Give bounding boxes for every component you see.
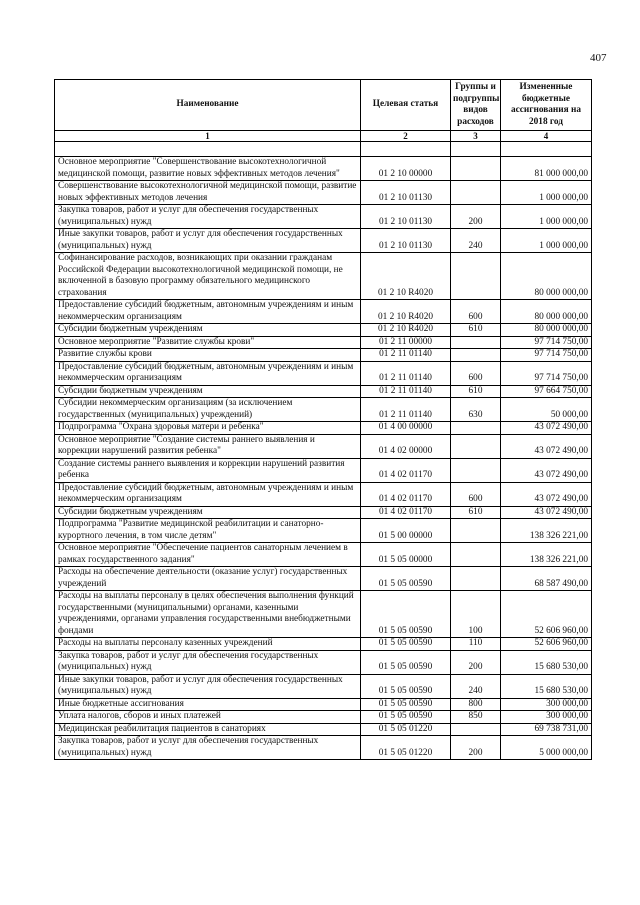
row-group: 240 [451, 229, 501, 253]
table-row [55, 698, 592, 711]
row-amount: 52 606 960,00 [501, 638, 592, 651]
page-number: 407 [590, 52, 607, 64]
table-row [55, 324, 592, 337]
row-amount: 1 000 000,00 [501, 229, 592, 253]
row-code: 01 2 11 01140 [361, 385, 451, 398]
row-name: Закупка товаров, работ и услуг для обеспечения государственных (муниципальных) нужд [55, 650, 361, 674]
row-group: 630 [451, 398, 501, 422]
row-name: Подпрограмма "Развитие медицинской реабилитации и санаторно-курортного лечения, в том числе детям" [55, 519, 361, 543]
header-row [55, 80, 592, 131]
column-number: 2 [361, 131, 451, 142]
table-row [55, 650, 592, 674]
table-row [55, 181, 592, 205]
table-row [55, 674, 592, 698]
row-code: 01 2 10 R4020 [361, 300, 451, 324]
header-name: Наименование [55, 80, 361, 131]
row-amount: 43 072 490,00 [501, 506, 592, 519]
row-name: Расходы на выплаты персоналу казенных учреждений [55, 638, 361, 651]
row-amount: 80 000 000,00 [501, 324, 592, 337]
row-amount: 138 326 221,00 [501, 543, 592, 567]
row-code: 01 2 11 01140 [361, 398, 451, 422]
row-group [451, 422, 501, 435]
row-group: 600 [451, 361, 501, 385]
row-amount: 97 714 750,00 [501, 349, 592, 362]
spacer-row [55, 142, 592, 157]
row-name: Закупка товаров, работ и услуг для обеспечения государственных (муниципальных) нужд [55, 736, 361, 760]
row-amount: 97 714 750,00 [501, 361, 592, 385]
row-group [451, 253, 501, 300]
row-amount: 43 072 490,00 [501, 482, 592, 506]
table-row [55, 543, 592, 567]
row-group: 200 [451, 736, 501, 760]
spacer-cell [361, 142, 451, 157]
row-name: Медицинская реабилитация пациентов в санаториях [55, 723, 361, 736]
row-code: 01 4 02 01170 [361, 482, 451, 506]
table-row [55, 711, 592, 724]
row-amount: 43 072 490,00 [501, 422, 592, 435]
table-row [55, 253, 592, 300]
table-row [55, 422, 592, 435]
header-code: Целевая статья [361, 80, 451, 131]
row-code: 01 5 05 00590 [361, 650, 451, 674]
column-number: 4 [501, 131, 592, 142]
row-group [451, 336, 501, 349]
row-amount: 68 587 490,00 [501, 567, 592, 591]
table-body [55, 157, 592, 760]
row-name: Субсидии бюджетным учреждениям [55, 385, 361, 398]
table-row [55, 506, 592, 519]
row-code: 01 2 11 01140 [361, 361, 451, 385]
row-group: 600 [451, 300, 501, 324]
row-code: 01 2 11 00000 [361, 336, 451, 349]
table-row [55, 300, 592, 324]
row-code: 01 5 05 00590 [361, 674, 451, 698]
row-group [451, 723, 501, 736]
table-row [55, 723, 592, 736]
table-row [55, 349, 592, 362]
table-row [55, 482, 592, 506]
row-group: 110 [451, 638, 501, 651]
row-code: 01 5 05 00590 [361, 698, 451, 711]
table-row [55, 591, 592, 638]
row-name: Основное мероприятие "Совершенствование высокотехнологичной медицинской помощи, развитие новых эффективных методов лечения" [55, 157, 361, 181]
row-code: 01 2 10 R4020 [361, 253, 451, 300]
row-group: 200 [451, 205, 501, 229]
row-amount: 1 000 000,00 [501, 205, 592, 229]
row-amount: 300 000,00 [501, 698, 592, 711]
row-group [451, 567, 501, 591]
row-amount: 138 326 221,00 [501, 519, 592, 543]
row-code: 01 2 11 01140 [361, 349, 451, 362]
spacer-cell [55, 142, 361, 157]
row-group: 610 [451, 385, 501, 398]
table-row [55, 458, 592, 482]
row-name: Закупка товаров, работ и услуг для обеспечения государственных (муниципальных) нужд [55, 205, 361, 229]
row-group [451, 157, 501, 181]
row-amount: 43 072 490,00 [501, 434, 592, 458]
column-number: 1 [55, 131, 361, 142]
table-row [55, 736, 592, 760]
row-code: 01 5 05 00590 [361, 638, 451, 651]
row-code: 01 5 05 01220 [361, 736, 451, 760]
row-group: 200 [451, 650, 501, 674]
table-row [55, 205, 592, 229]
row-name: Расходы на обеспечение деятельности (оказание услуг) государственных учреждений [55, 567, 361, 591]
row-code: 01 4 02 00000 [361, 434, 451, 458]
row-group: 610 [451, 506, 501, 519]
row-amount: 300 000,00 [501, 711, 592, 724]
row-group [451, 349, 501, 362]
table-row [55, 567, 592, 591]
row-group [451, 181, 501, 205]
table-row [55, 638, 592, 651]
row-name: Софинансирование расходов, возникающих при оказании гражданам Российской Федерации высокотехнологичной медицинской помощи, не включенной в базовую программу обязательного медицинского страхования [55, 253, 361, 300]
row-amount: 80 000 000,00 [501, 300, 592, 324]
column-number-row [55, 131, 592, 142]
row-group: 850 [451, 711, 501, 724]
row-code: 01 2 10 01130 [361, 205, 451, 229]
table-row [55, 385, 592, 398]
row-name: Субсидии бюджетным учреждениям [55, 324, 361, 337]
table-row [55, 361, 592, 385]
row-name: Предоставление субсидий бюджетным, автономным учреждениям и иным некоммерческим организациям [55, 300, 361, 324]
table-row [55, 398, 592, 422]
row-amount: 80 000 000,00 [501, 253, 592, 300]
table-row [55, 434, 592, 458]
row-name: Расходы на выплаты персоналу в целях обеспечения выполнения функций государственными (муниципальными) органами, казенными учреждениями, органами управления государственными внебюджетными фондами [55, 591, 361, 638]
row-code: 01 5 05 00590 [361, 567, 451, 591]
row-amount: 1 000 000,00 [501, 181, 592, 205]
row-group [451, 519, 501, 543]
table-row [55, 157, 592, 181]
row-name: Иные закупки товаров, работ и услуг для обеспечения государственных (муниципальных) нужд [55, 674, 361, 698]
spacer-cell [501, 142, 592, 157]
row-name: Иные бюджетные ассигнования [55, 698, 361, 711]
column-number: 3 [451, 131, 501, 142]
row-code: 01 2 10 R4020 [361, 324, 451, 337]
row-code: 01 4 02 01170 [361, 458, 451, 482]
row-group: 100 [451, 591, 501, 638]
row-group: 610 [451, 324, 501, 337]
row-code: 01 4 00 00000 [361, 422, 451, 435]
row-name: Уплата налогов, сборов и иных платежей [55, 711, 361, 724]
row-name: Создание системы раннего выявления и коррекции нарушений развития ребенка [55, 458, 361, 482]
row-code: 01 5 05 00000 [361, 543, 451, 567]
row-amount: 15 680 530,00 [501, 650, 592, 674]
row-name: Основное мероприятие "Обеспечение пациентов санаторным лечением в рамках государственного задания" [55, 543, 361, 567]
row-name: Основное мероприятие "Создание системы раннего выявления и коррекции нарушений развития ребенка" [55, 434, 361, 458]
table-row [55, 336, 592, 349]
row-name: Иные закупки товаров, работ и услуг для обеспечения государственных (муниципальных) нужд [55, 229, 361, 253]
row-amount: 69 738 731,00 [501, 723, 592, 736]
row-amount: 50 000,00 [501, 398, 592, 422]
row-code: 01 2 10 00000 [361, 157, 451, 181]
row-code: 01 4 02 01170 [361, 506, 451, 519]
row-amount: 81 000 000,00 [501, 157, 592, 181]
row-group: 800 [451, 698, 501, 711]
row-name: Развитие службы крови [55, 349, 361, 362]
row-name: Подпрограмма "Охрана здоровья матери и ребенка" [55, 422, 361, 435]
row-name: Совершенствование высокотехнологичной медицинской помощи, развитие новых эффективных методов лечения [55, 181, 361, 205]
row-amount: 43 072 490,00 [501, 458, 592, 482]
table-row [55, 229, 592, 253]
row-code: 01 5 05 01220 [361, 723, 451, 736]
row-amount: 97 714 750,00 [501, 336, 592, 349]
row-code: 01 2 10 01130 [361, 229, 451, 253]
header-amount: Измененные бюджетные ассигнования на 2018 год [501, 80, 592, 131]
row-amount: 97 664 750,00 [501, 385, 592, 398]
row-name: Субсидии некоммерческим организациям (за исключением государственных (муниципальных) учреждений) [55, 398, 361, 422]
row-group [451, 543, 501, 567]
budget-table [54, 79, 592, 760]
row-name: Предоставление субсидий бюджетным, автономным учреждениям и иным некоммерческим организациям [55, 361, 361, 385]
row-name: Основное мероприятие "Развитие службы крови" [55, 336, 361, 349]
header-groups: Группы и подгруппы видов расходов [451, 80, 501, 131]
row-amount: 5 000 000,00 [501, 736, 592, 760]
row-group [451, 458, 501, 482]
row-amount: 15 680 530,00 [501, 674, 592, 698]
row-group: 600 [451, 482, 501, 506]
row-code: 01 5 05 00590 [361, 711, 451, 724]
row-group: 240 [451, 674, 501, 698]
spacer-cell [451, 142, 501, 157]
row-code: 01 2 10 01130 [361, 181, 451, 205]
row-name: Субсидии бюджетным учреждениям [55, 506, 361, 519]
table-row [55, 519, 592, 543]
row-group [451, 434, 501, 458]
row-name: Предоставление субсидий бюджетным, автономным учреждениям и иным некоммерческим организациям [55, 482, 361, 506]
row-amount: 52 606 960,00 [501, 591, 592, 638]
row-code: 01 5 05 00590 [361, 591, 451, 638]
row-code: 01 5 00 00000 [361, 519, 451, 543]
